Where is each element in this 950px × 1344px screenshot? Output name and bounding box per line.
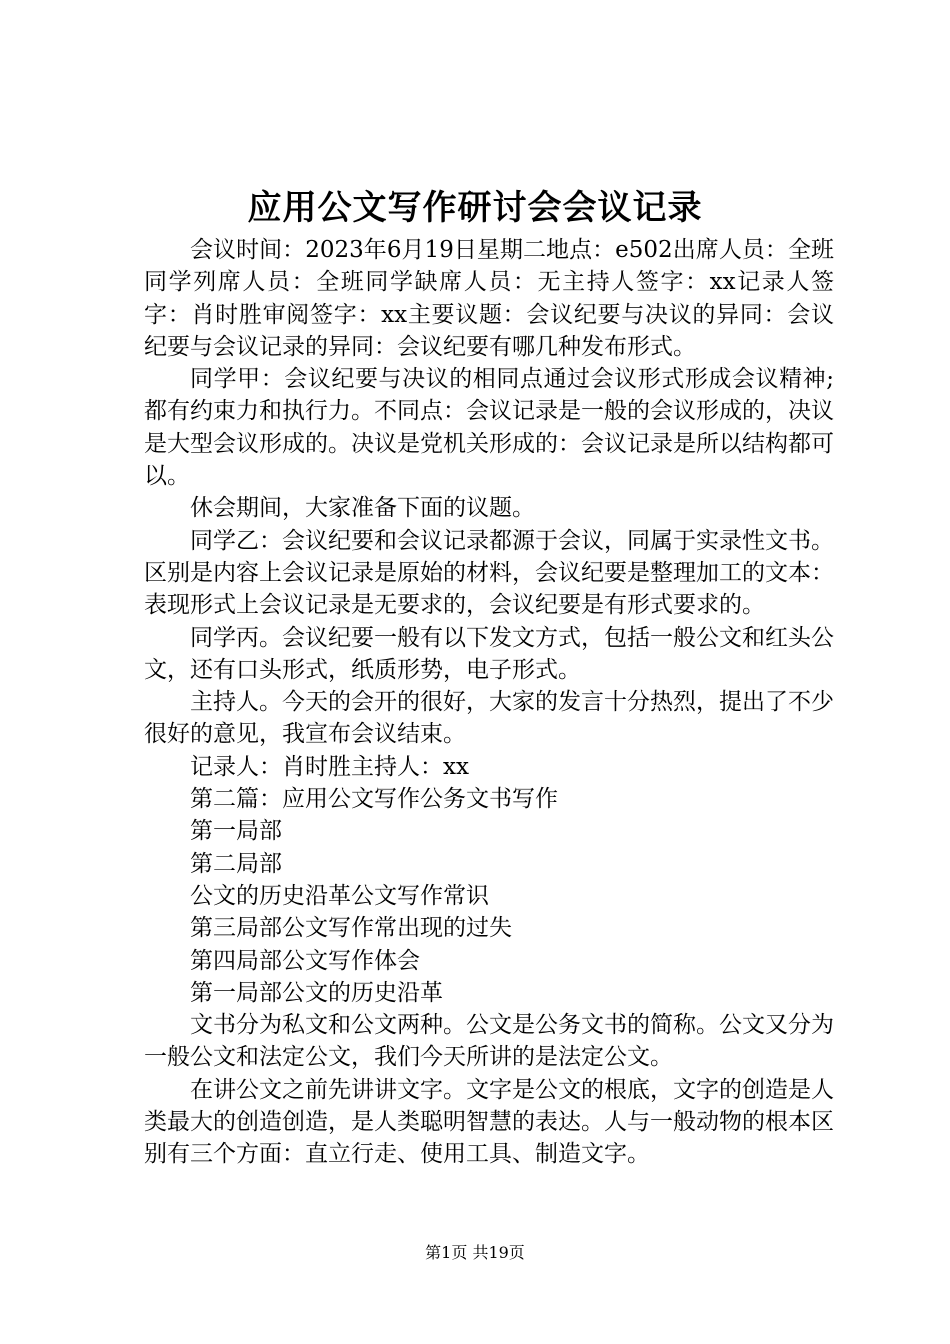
paragraph: 第二篇：应用公文写作公务文书写作	[190, 786, 558, 813]
document-body	[144, 234, 834, 1171]
paragraph: 在讲公文之前先讲讲文字。文字是公文的根底，文字的创造是人类最大的创造创造，是人类聪明智慧的表达。人与一般动物的根本区别有三个方面：直立行走、使用工具、制造文字。	[144, 1076, 834, 1168]
paragraph: 第四局部公文写作体会	[190, 947, 420, 974]
paragraph: 会议时间：2023年6月19日星期二地点：e502出席人员：全班同学列席人员：全班同学缺席人员：无主持人签字：xx记录人签字：肖时胜审阅签字：xx主要议题：会议纪要与决议的异同：会议纪要与会议记录的异同：会议纪要有哪几种发布形式。	[144, 237, 834, 360]
paragraph: 记录人：肖时胜主持人：xx	[190, 753, 469, 780]
page-number-footer: 第1页 共19页	[425, 1243, 525, 1262]
paragraph: 第一局部公文的历史沿革	[190, 979, 443, 1006]
paragraph: 休会期间，大家准备下面的议题。	[190, 495, 535, 522]
paragraph: 公文的历史沿革公文写作常识	[190, 882, 489, 909]
document-title: 应用公文写作研讨会会议记录	[247, 188, 703, 228]
paragraph: 文书分为私文和公文两种。公文是公务文书的简称。公文又分为一般公文和法定公文，我们今天所讲的是法定公文。	[144, 1012, 834, 1071]
paragraph: 第二局部	[190, 850, 282, 877]
paragraph: 第一局部	[190, 818, 282, 845]
paragraph: 主持人。今天的会开的很好，大家的发言十分热烈，提出了不少很好的意见，我宣布会议结束。	[144, 689, 834, 748]
paragraph: 同学乙：会议纪要和会议记录都源于会议，同属于实录性文书。区别是内容上会议记录是原始的材料，会议纪要是整理加工的文本：表现形式上会议记录是无要求的，会议纪要是有形式要求的。	[144, 527, 834, 619]
paragraph: 同学丙。会议纪要一般有以下发文方式，包括一般公文和红头公文，还有口头形式，纸质形势，电子形式。	[144, 624, 834, 683]
paragraph: 第三局部公文写作常出现的过失	[190, 915, 512, 942]
paragraph: 同学甲：会议纪要与决议的相同点通过会议形式形成会议精神;都有约束力和执行力。不同点：会议记录是一般的会议形成的，决议是大型会议形成的。决议是党机关形成的：会议记录是所以结构都可以。	[144, 366, 834, 490]
